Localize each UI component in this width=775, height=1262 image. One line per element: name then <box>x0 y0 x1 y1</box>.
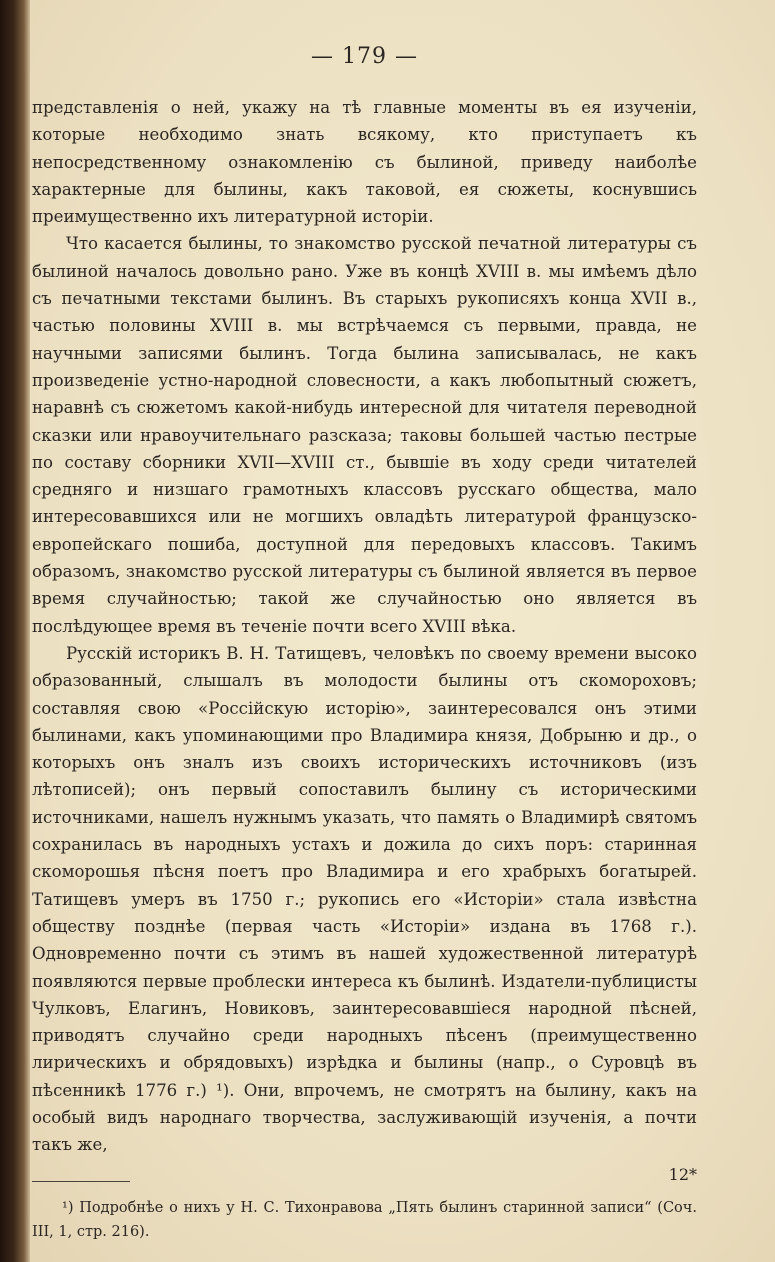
page-number: — 179 — <box>311 44 418 69</box>
paragraph: Что касается былины, то знакомство русской печатной литературы съ былиной началось довольно рано. Уже въ концѣ XVIII в. мы имѣемъ дѣло съ печатными текстами былинъ. Въ старыхъ рукописяхъ конца XVII в., частью половины XVIII в. мы встрѣчаемся съ первыми, правда, не научными записями былинъ. Тогда былина записывалась, не какъ произведеніе устно-народной словесности, а какъ любопытный сюжетъ, наравнѣ съ сюжетомъ какой-нибудь интересной для читателя переводной сказки или нравоучительнаго разсказа; таковы большей частью пестрые по составу сборники XVII—XVIII ст., бывшіе въ ходу среди читателей средняго и низшаго грамотныхъ классовъ русскаго общества, мало интересовавшихся или не могшихъ овладѣть литературой французско-европейскаго пошиба, доступной для передовыхъ классовъ. Такимъ образомъ, знакомство русской литературы съ былиной является въ первое время случайностью; такой же случайностью оно является въ послѣдующее время въ теченіе почти всего XVIII вѣка. <box>32 234 697 636</box>
page-content <box>32 40 697 1244</box>
paragraph: представленія о ней, укажу на тѣ главные моменты въ ея изученіи, которые необходимо знать всякому, кто приступаетъ къ непосредственному ознакомленію съ былиной, приведу наиболѣе характерные для былины, какъ таковой, ея сюжеты, коснувшись преимущественно ихъ литературной исторіи. <box>32 98 697 227</box>
body-text <box>32 94 697 1159</box>
footnote-divider <box>32 1181 130 1182</box>
book-spine <box>0 0 30 1262</box>
footnote: ¹) Подробнѣе о нихъ у Н. С. Тихонравова „Пять былинъ старинной записи“ (Соч. III, 1, стр. 216). <box>32 1199 697 1240</box>
signature-mark: 12* <box>668 1165 697 1184</box>
paragraph: Русскій историкъ В. Н. Татищевъ, человѣкъ по своему времени высоко образованный, слышалъ въ молодости былины отъ скомороховъ; составляя свою «Россійскую исторію», заинтересовался онъ этими былинами, какъ упоминающими про Владимира князя, Добрыню и др., о которыхъ онъ зналъ изъ своихъ историческихъ источниковъ (изъ лѣтописей); онъ первый сопоставилъ былину съ историческими источниками, нашелъ нужнымъ указать, что память о Владимирѣ святомъ сохранилась въ народныхъ устахъ и дожила до сихъ поръ: старинная скоморошья пѣсня поетъ про Владимира и его храбрыхъ богатырей. Татищевъ умеръ въ 1750 г.; рукопись его «Исторіи» стала извѣстна обществу позднѣе (первая часть «Исторіи» издана въ 1768 г.). Одновременно почти съ этимъ въ нашей художественной литературѣ появляются первые проблески интереса къ былинѣ. Издатели-публицисты Чулковъ, Елагинъ, Новиковъ, заинтересовавшіеся народной пѣсней, приводятъ случайно среди народныхъ пѣсенъ (преимущественно лирическихъ и обрядовыхъ) изрѣдка и былины (напр., о Суровцѣ въ пѣсенникѣ 1776 г.) ¹). Они, впрочемъ, не смотрятъ на былину, какъ на особый видъ народнаго творчества, заслуживающій изученія, а почти такъ же, <box>32 643 697 1155</box>
